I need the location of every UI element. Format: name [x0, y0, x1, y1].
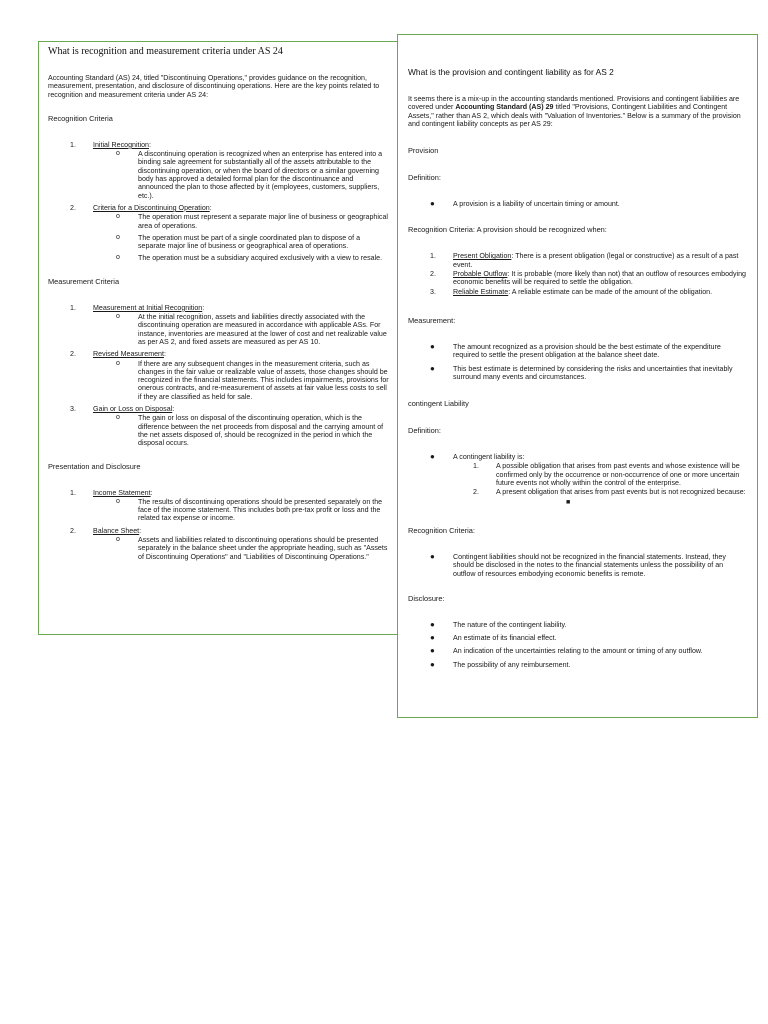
intro-text: titled "Provisions, Contingent Liabilities and Contingent Assets," rather than AS 2, which deals with "Valuation of Inventories." Below is a summary of the provision and contingent liability concepts as per AS 29:: [408, 103, 741, 128]
item-suffix: :: [150, 488, 153, 497]
left-title: What is recognition and measurement criteria under AS 24: [48, 46, 283, 57]
item-text: : It is probable (more likely than not) that an outflow of resources embodying economic benefits will be required to settle the obligation.: [453, 270, 746, 287]
bullet-item: [430, 200, 747, 208]
bullet-list: [93, 414, 389, 447]
bullet-text: The possibility of any reimbursement.: [453, 660, 571, 669]
item-number: 2.: [70, 526, 76, 535]
bullet-text: The operation must represent a separate major line of business or geographical area of operations.: [138, 213, 388, 230]
dot-bullet-icon: ●: [430, 646, 435, 656]
item-number: 3.: [430, 287, 436, 296]
bullet-text: The gain or loss on disposal of the discontinuing operation, which is the difference between the net proceeds from disposal and the carrying amount of the net assets disposed of, should be recognized in the period in which the disposal occurs.: [138, 414, 384, 448]
circle-bullet-icon: o: [116, 497, 120, 505]
item-label: Revised Measurement: [93, 350, 164, 359]
item-number: 1.: [70, 140, 76, 149]
bullet-item: [430, 661, 747, 669]
item-label: Probable Outflow: [453, 270, 508, 279]
recognition-list: [408, 252, 747, 295]
item-number: 2.: [70, 350, 76, 359]
bullet-text: An indication of the uncertainties relating to the amount or timing of any outflow.: [453, 647, 703, 656]
item-label: Balance Sheet: [93, 526, 140, 535]
definition-label: Definition:: [408, 426, 441, 436]
item-text: A possible obligation that arises from past events and whose existence will be confirmed only by the occurrence or non-occurrence of one or more uncertain future events not wholly within the control of the enterprise.: [496, 462, 740, 488]
numbered-list: [48, 489, 389, 561]
bullet-item: [430, 634, 747, 642]
item-number: 1.: [70, 303, 76, 312]
numbered-list: [48, 141, 389, 263]
left-document-panel: [38, 41, 399, 635]
bullet-item: [116, 536, 389, 561]
item-number: 3.: [70, 405, 76, 414]
circle-bullet-icon: o: [116, 414, 120, 422]
intro-standard-name: Accounting Standard (AS) 29: [455, 103, 554, 112]
bullet-item: [116, 313, 389, 346]
contingent-definition-bullets: [408, 453, 747, 506]
bullet-text: The amount recognized as a provision should be the best estimate of the expenditure required to settle the present obligation at the balance sheet date.: [453, 342, 721, 360]
section-heading: Presentation and Disclosure: [48, 461, 141, 471]
square-bullet-icon: ■: [566, 497, 571, 506]
bullet-item: [116, 150, 389, 200]
label-text: Recognition Criteria: [408, 525, 473, 535]
item-label: Present Obligation: [453, 252, 512, 261]
circle-bullet-icon: o: [116, 359, 120, 367]
item-number: 1.: [430, 252, 436, 261]
dot-bullet-icon: ●: [430, 452, 435, 462]
list-item: [70, 405, 389, 447]
list-item: [70, 304, 389, 346]
item-number: 2.: [430, 270, 436, 279]
list-item: [70, 141, 389, 200]
item-number: 1.: [70, 488, 76, 497]
dot-bullet-icon: ●: [430, 619, 435, 629]
bullet-text: The nature of the contingent liability.: [453, 620, 567, 629]
bullet-list: [93, 498, 389, 523]
label-text: Disclosure: [408, 593, 443, 603]
definition-text: Definition: [408, 173, 439, 183]
bullet-item: [116, 414, 389, 447]
right-document-panel: [397, 34, 758, 718]
sub-numbered-list: [453, 462, 747, 505]
provision-heading: Provision: [408, 146, 439, 156]
bullet-item: [116, 213, 389, 230]
list-item: [70, 527, 389, 561]
circle-bullet-icon: o: [116, 233, 120, 241]
bullet-item: [116, 234, 389, 251]
contingent-recognition-label: Recognition Criteria:: [408, 525, 475, 535]
item-suffix: :: [139, 526, 142, 535]
item-text: : There is a present obligation (legal or constructive) as a result of a past event.: [453, 252, 739, 269]
measurement-criteria-section: [48, 277, 389, 448]
bullet-text: The operation must be a subsidiary acquired exclusively with a view to resale.: [138, 254, 383, 263]
recognition-criteria-heading: [408, 225, 747, 234]
section-heading: Recognition Criteria: [48, 113, 113, 123]
right-title: What is the provision and contingent liability as for AS 2: [408, 67, 614, 77]
item-label: Reliable Estimate: [453, 287, 509, 296]
label-text: Measurement: [408, 315, 454, 325]
circle-bullet-icon: o: [116, 313, 120, 321]
bullet-item: [430, 647, 747, 655]
bullet-list: [93, 536, 389, 561]
definition-text: Definition: [408, 426, 439, 436]
bullet-text: If there are any subsequent changes in the measurement criteria, such as changes in the fair value or realizable value of assets, those changes should be recognized in the financial statements. This includes impairments, provisions for onerous contracts, and re-measurement of assets at fair value less costs to sell if they are classified as held for sale.: [138, 359, 389, 401]
bullet-item: [430, 453, 747, 506]
measurement-bullets: [408, 343, 747, 381]
section-heading: Measurement Criteria: [48, 276, 120, 286]
circle-bullet-icon: o: [116, 535, 120, 543]
circle-bullet-icon: o: [116, 150, 120, 158]
list-item: [473, 488, 747, 506]
bullet-item: [116, 360, 389, 401]
item-suffix: :: [172, 405, 175, 414]
intro-text: It seems there is a mix-up in the accounting standards mentioned. Provisions and contingent liabilities are covered under: [408, 95, 740, 112]
item-number: 1.: [473, 462, 479, 471]
bullet-text: Assets and liabilities related to discontinuing operations should be presented separately in the balance sheet under the appropriate heading, such as "Assets of Discontinuing Operations" and "Liabilities of Discontinuing Operations.": [138, 535, 388, 561]
list-item: [70, 489, 389, 523]
bullet-text: The results of discontinuing operations should be presented separately on the face of the income statement. This includes both pre-tax profit or loss and the related tax expense or income.: [138, 497, 383, 523]
list-item: [473, 462, 747, 487]
bullet-text: This best estimate is determined by considering the risks and uncertainties that inevitably surround many events and circumstances.: [453, 364, 733, 381]
dot-bullet-icon: ●: [430, 659, 435, 669]
bullet-item: [430, 343, 747, 360]
bullet-list: [93, 213, 389, 262]
bullet-list: [93, 150, 389, 200]
item-suffix: :: [209, 203, 212, 212]
bullet-text: A discontinuing operation is recognized when an enterprise has entered into a binding sale agreement for substantially all of the assets attributable to the discontinuing operation, or when the board of directors or a similar governing body has approved a detailed formal plan for the discontinuance and announced the plan to those affected by it (employees, customers, suppliers, etc.).: [138, 150, 383, 200]
definition-bullets: [408, 200, 747, 208]
list-item: [430, 270, 747, 287]
bullet-list: [93, 313, 389, 346]
dot-bullet-icon: ●: [430, 633, 435, 643]
bullet-item: [116, 254, 389, 262]
dot-bullet-icon: ●: [430, 363, 435, 373]
item-label: Income Statement: [93, 488, 151, 497]
dot-bullet-icon: ●: [430, 199, 435, 209]
contingent-liability-heading: contingent Liability: [408, 399, 469, 409]
bullet-text: The operation must be part of a single coordinated plan to dispose of a separate major line of business or geographical area of operations.: [138, 233, 361, 251]
label-text: Recognition Criteria: [408, 225, 473, 235]
dot-bullet-icon: ●: [430, 551, 435, 561]
item-label: Gain or Loss on Disposal: [93, 405, 173, 414]
item-label: Initial Recognition: [93, 140, 149, 149]
circle-bullet-icon: o: [116, 254, 120, 262]
numbered-list: [48, 304, 389, 448]
right-intro: [408, 95, 747, 128]
presentation-disclosure-section: [48, 462, 389, 561]
item-number: 2.: [70, 203, 76, 212]
bullet-item: [430, 365, 747, 382]
bullet-item: [430, 553, 747, 578]
circle-bullet-icon: o: [116, 213, 120, 221]
item-label: Measurement at Initial Recognition: [93, 303, 203, 312]
bullet-item: [116, 498, 389, 523]
label-suffix: : A provision should be recognized when:: [472, 225, 607, 235]
bullet-text: At the initial recognition, assets and liabilities directly associated with the discontinuing operation are measured in accordance with applicable ASs. For instance, inventories are measured at the lower of cost and net realizable value as per AS 2, and fixed assets are measured as per AS 10.: [138, 313, 387, 346]
disclosure-label: Disclosure:: [408, 593, 445, 603]
list-item: [430, 288, 747, 296]
recognition-criteria-section: [48, 114, 389, 263]
list-item: [430, 252, 747, 269]
bullet-item: [430, 621, 747, 629]
bullet-text: Contingent liabilities should not be recognized in the financial statements. Instead, they should be disclosed in the notes to the financial statements unless the possibility of an outflow of resources embodying economic benefits is remote.: [453, 552, 726, 578]
bullet-text: An estimate of its financial effect.: [453, 634, 557, 643]
item-suffix: :: [202, 303, 205, 312]
definition-label: Definition:: [408, 173, 441, 183]
disclosure-bullets: [408, 621, 747, 669]
bullet-list: [93, 360, 389, 401]
list-item: [70, 350, 389, 401]
bullet-text: A provision is a liability of uncertain timing or amount.: [453, 200, 620, 209]
left-intro: Accounting Standard (AS) 24, titled "Discontinuing Operations," provides guidance on the recognition, measurement, presentation, and disclosure of discontinuing operations. Here are the key points related to recognition and measurement criteria under AS 24:: [48, 74, 380, 99]
contingent-recognition-bullets: [408, 553, 747, 578]
dot-bullet-icon: ●: [430, 341, 435, 351]
bullet-text: A contingent liability is:: [453, 453, 525, 462]
measurement-label: Measurement:: [408, 315, 456, 325]
item-text: : A reliable estimate can be made of the amount of the obligation.: [508, 287, 713, 296]
item-suffix: :: [163, 350, 166, 359]
item-number: 2.: [473, 488, 479, 497]
list-item: [70, 204, 389, 263]
item-suffix: :: [149, 140, 151, 149]
item-label: Criteria for a Discontinuing Operation: [93, 203, 210, 212]
item-text: A present obligation that arises from past events but is not recognized because:: [496, 488, 746, 497]
